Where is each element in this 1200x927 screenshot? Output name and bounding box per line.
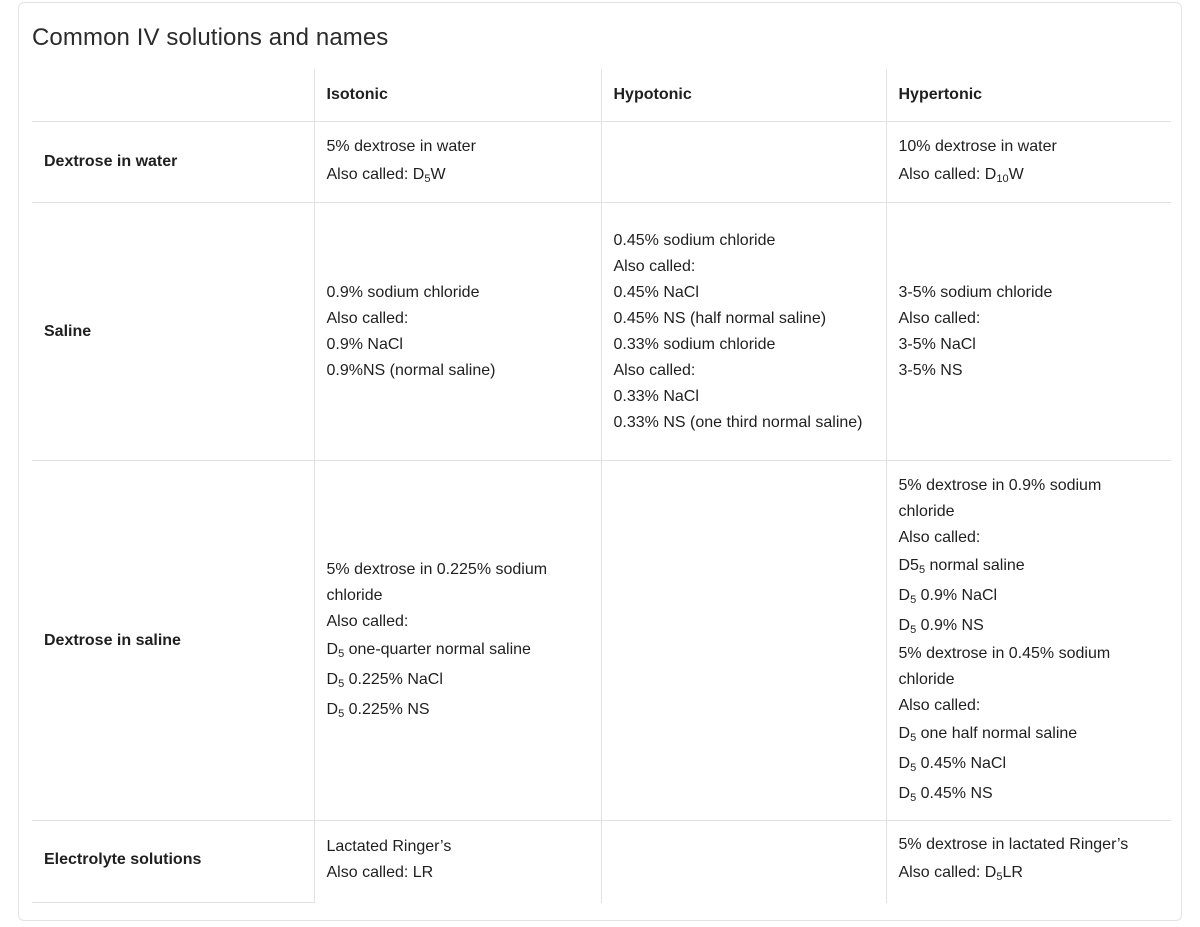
row-label: Dextrose in saline	[32, 461, 314, 821]
cell-line	[614, 358, 874, 384]
cell-text: Also called:	[326, 612, 409, 630]
table-row	[32, 821, 1171, 903]
cell-text: 5% dextrose in 0.225% sodium chloride	[326, 560, 548, 604]
cell-text: 0.9%NS (normal saline)	[326, 361, 496, 379]
isotonic-cell	[314, 122, 601, 203]
cell-line	[899, 358, 1160, 384]
cell-line	[899, 832, 1160, 858]
cell-line	[899, 858, 1160, 888]
cell-text: Also called:	[613, 361, 696, 379]
iv-solutions-table	[32, 69, 1171, 903]
cell-text: 0.9% sodium chloride	[326, 283, 480, 301]
subscript: 5	[996, 871, 1003, 884]
cell-line	[614, 410, 874, 436]
cell-line	[614, 254, 874, 280]
cell-line	[327, 665, 589, 695]
cell-text: 0.33% NaCl	[613, 387, 699, 405]
cell-line	[899, 160, 1160, 190]
table-row	[32, 122, 1171, 203]
cell-text: 3-5% NaCl	[898, 335, 976, 353]
cell-text: 3-5% sodium chloride	[898, 283, 1053, 301]
cell-text: 0.33% NS (one third normal saline)	[613, 413, 863, 431]
cell-text: 0.45% NS	[916, 784, 993, 802]
cell-text: Also called:	[898, 309, 981, 327]
cell-text: one half normal saline	[916, 724, 1078, 742]
hypotonic-cell	[601, 821, 886, 903]
cell-text: D	[898, 754, 911, 772]
cell-line	[327, 834, 589, 860]
cell-text: Also called: LR	[326, 864, 434, 882]
cell-text: Also called:	[898, 696, 981, 714]
cell-text: 0.45% NaCl	[613, 283, 699, 301]
subscript: 5	[424, 173, 431, 185]
cell-text: 5% dextrose in 0.45% sodium chloride	[898, 644, 1111, 688]
subscript: 10	[996, 173, 1009, 185]
cell-text: LR	[1002, 864, 1023, 882]
cell-text: D	[898, 784, 911, 802]
table-row	[32, 203, 1171, 461]
cell-line	[327, 609, 589, 635]
header-hypotonic: Hypotonic	[601, 69, 886, 122]
cell-text: D	[898, 724, 911, 742]
cell-text: Also called: D	[898, 864, 997, 882]
iv-solutions-card	[18, 2, 1182, 921]
cell-line	[327, 695, 589, 725]
subscript: 5	[338, 707, 345, 720]
cell-line	[899, 693, 1160, 719]
cell-line	[899, 332, 1160, 358]
cell-line	[899, 719, 1160, 749]
hypertonic-cell	[886, 821, 1171, 903]
cell-line	[899, 611, 1160, 641]
cell-text: Also called:	[613, 257, 696, 275]
row-label: Dextrose in water	[32, 122, 314, 203]
cell-line	[327, 557, 589, 609]
subscript: 5	[910, 623, 917, 636]
cell-text: 0.9% NaCl	[916, 586, 998, 604]
cell-line	[614, 384, 874, 410]
cell-text: D	[326, 700, 339, 718]
cell-text: 5% dextrose in water	[326, 138, 476, 155]
cell-text: 0.225% NaCl	[344, 670, 443, 688]
cell-text: 5% dextrose in lactated Ringer’s	[898, 836, 1129, 854]
table-title: Common IV solutions and names	[32, 24, 389, 51]
cell-line	[327, 860, 589, 886]
cell-line	[899, 134, 1160, 160]
cell-text: W	[430, 166, 446, 183]
subscript: 5	[910, 761, 917, 774]
cell-text: 0.33% sodium chloride	[613, 335, 776, 353]
cell-line	[614, 332, 874, 358]
cell-line	[899, 525, 1160, 551]
cell-text: 0.9% NaCl	[326, 335, 403, 353]
hypertonic-cell	[886, 203, 1171, 461]
cell-line	[899, 473, 1160, 525]
header-row	[32, 69, 1171, 122]
cell-text: D	[326, 670, 339, 688]
cell-line	[327, 160, 589, 190]
cell-line	[899, 280, 1160, 306]
table-row	[32, 461, 1171, 821]
cell-text: 5% dextrose in 0.9% sodium chloride	[898, 476, 1102, 520]
cell-line	[614, 306, 874, 332]
subscript: 5	[338, 677, 345, 690]
subscript: 5	[910, 593, 917, 606]
cell-line	[327, 306, 589, 332]
cell-text: D5	[898, 556, 919, 574]
cell-line	[899, 749, 1160, 779]
header-isotonic: Isotonic	[314, 69, 601, 122]
subscript: 5	[910, 731, 917, 744]
cell-text: Also called:	[898, 528, 981, 546]
cell-text: 0.45% NaCl	[916, 754, 1007, 772]
cell-line	[899, 306, 1160, 332]
cell-text: 0.45% NS (half normal saline)	[613, 309, 827, 327]
subscript: 5	[918, 563, 926, 576]
cell-line	[899, 641, 1160, 693]
hypertonic-cell	[886, 122, 1171, 203]
cell-line	[899, 779, 1160, 809]
cell-line	[614, 228, 874, 254]
isotonic-cell	[314, 821, 601, 903]
subscript: 5	[338, 647, 345, 660]
cell-line	[614, 280, 874, 306]
cell-line	[327, 134, 589, 160]
cell-text: D	[326, 640, 339, 658]
cell-text: D	[898, 616, 911, 634]
cell-text: 10% dextrose in water	[898, 138, 1057, 155]
cell-line	[327, 280, 589, 306]
cell-text: one-quarter normal saline	[344, 640, 531, 658]
hypotonic-cell	[601, 122, 886, 203]
subscript: 5	[910, 791, 917, 804]
cell-text: 0.45% sodium chloride	[613, 231, 776, 249]
hypotonic-cell	[601, 461, 886, 821]
isotonic-cell	[314, 461, 601, 821]
cell-text: normal saline	[925, 556, 1025, 574]
cell-text: Also called: D	[326, 166, 425, 183]
cell-line	[327, 332, 589, 358]
cell-text: Also called:	[326, 309, 409, 327]
cell-text: 3-5% NS	[898, 361, 963, 379]
cell-text: 0.225% NS	[344, 700, 430, 718]
cell-line	[899, 551, 1160, 581]
cell-line	[899, 581, 1160, 611]
cell-line	[327, 358, 589, 384]
cell-line	[327, 635, 589, 665]
cell-text: 0.9% NS	[916, 616, 984, 634]
row-label: Electrolyte solutions	[32, 821, 314, 903]
row-label: Saline	[32, 203, 314, 461]
hypertonic-cell	[886, 461, 1171, 821]
cell-text: Also called: D	[898, 166, 997, 183]
cell-text: D	[898, 586, 911, 604]
header-corner	[32, 69, 314, 122]
cell-text: W	[1008, 166, 1024, 183]
hypotonic-cell	[601, 203, 886, 461]
isotonic-cell	[314, 203, 601, 461]
header-hypertonic: Hypertonic	[886, 69, 1171, 122]
cell-text: Lactated Ringer’s	[326, 838, 452, 856]
